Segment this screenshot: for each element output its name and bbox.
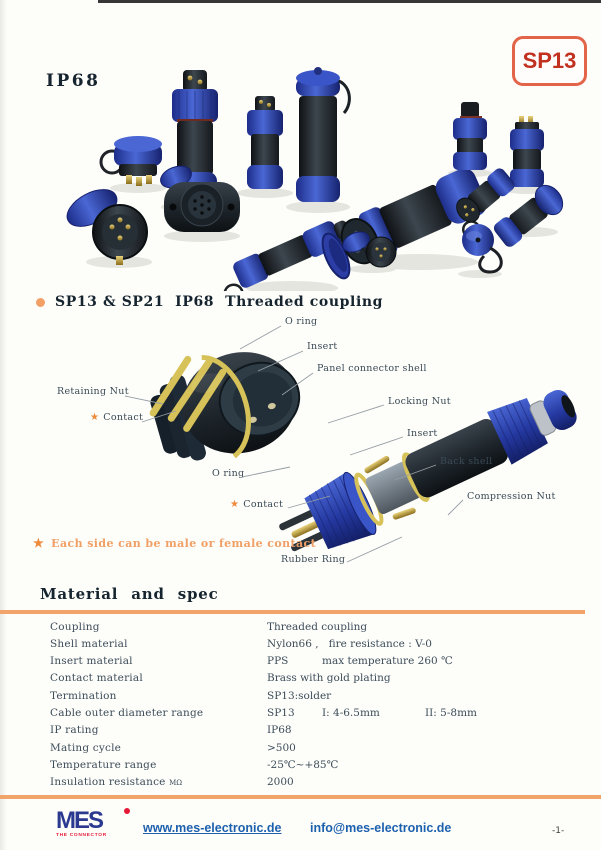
mes-logo-text: MES [56, 807, 103, 834]
divider-bottom [0, 795, 601, 799]
product-photo-illustration [0, 56, 601, 291]
spec-value: Threaded coupling [267, 620, 368, 633]
spec-value: SP13:solder [267, 689, 332, 702]
spec-value-3: II: 5-8mm [425, 706, 477, 719]
spec-label: Insulation resistance MΩ [50, 776, 183, 789]
label-plug-o-ring: O ring [212, 468, 245, 479]
spec-label: IP rating [50, 724, 99, 737]
spec-row-termination [0, 688, 601, 705]
connector-small-1 [453, 102, 487, 170]
spec-value: -25℃~+85℃ [267, 758, 339, 771]
logo-dot-icon [124, 808, 130, 814]
star-icon: ★ [33, 536, 45, 550]
divider-top [0, 610, 585, 614]
connector-cap-assembly [101, 136, 162, 186]
label-locking-nut: Locking Nut [388, 396, 451, 407]
spec-label: Temperature range [50, 758, 157, 771]
spec-value: Brass with gold plating [267, 672, 391, 685]
spec-row-temperature-range [0, 757, 601, 774]
spec-row-coupling [0, 619, 601, 636]
ip-rating-title: IP68 [46, 71, 101, 91]
section-title: SP13 & SP21 IP68 Threaded coupling [55, 294, 384, 310]
spec-row-shell-material [0, 636, 601, 653]
connector-capped-plug [296, 67, 349, 202]
spec-section [0, 585, 601, 799]
label-rubber-ring: Rubber Ring [281, 554, 346, 565]
bullet-icon [36, 298, 45, 307]
spec-label: Cable outer diameter range [50, 706, 204, 719]
spec-label: Contact material [50, 672, 143, 685]
mes-logo-tagline: THE CONNECTOR [56, 833, 107, 838]
page-footer [0, 805, 601, 850]
spec-value: IP68 [267, 724, 292, 737]
label-panel-contact: ★ Contact [90, 412, 144, 423]
star-icon: ★ [90, 412, 100, 423]
series-badge-label: SP13 [522, 48, 577, 73]
spec-title: Material and spec [40, 585, 219, 603]
spec-value: >500 [267, 741, 296, 754]
panel-connector-illustration [142, 332, 312, 474]
connector-small-2 [510, 116, 544, 187]
email-link[interactable]: info@mes-electronic.de [310, 821, 452, 835]
section-heading [36, 294, 383, 310]
spec-label: Insert material [50, 655, 133, 668]
spec-row-mating-cycle [0, 740, 601, 757]
spec-label: Termination [50, 689, 117, 702]
page-number: -1- [552, 826, 565, 836]
label-panel-insert: Insert [307, 341, 338, 352]
label-panel-o-ring: O ring [285, 316, 318, 327]
label-retaining-nut: Retaining Nut [57, 386, 129, 397]
website-link[interactable]: www.mes-electronic.de [143, 821, 282, 835]
connector-flange-socket [61, 182, 147, 265]
spec-value: PPS [267, 655, 289, 668]
star-icon: ★ [230, 499, 240, 510]
spec-value: 2000 [267, 776, 294, 789]
spec-row-ip-rating [0, 722, 601, 739]
spec-label-unit: MΩ [169, 779, 183, 788]
scan-artifact-line [98, 0, 601, 3]
label-back-shell: Back shell [440, 456, 493, 467]
spec-label: Mating cycle [50, 741, 122, 754]
mes-logo [56, 807, 126, 838]
product-photo [0, 56, 601, 291]
label-plug-contact: ★ Contact [230, 499, 284, 510]
spec-row-cable-diameter [0, 705, 601, 722]
spec-label: Coupling [50, 620, 100, 633]
label-compression-nut: Compression Nut [467, 491, 556, 502]
spec-label: Shell material [50, 637, 128, 650]
spec-row-insert-material [0, 653, 601, 670]
contact-note: ★ Each side can be male or female contact [33, 536, 317, 550]
label-plug-insert: Insert [407, 428, 438, 439]
spec-value: SP13 [267, 706, 295, 719]
spec-value-2: I: 4-6.5mm [322, 706, 380, 719]
spec-value-2: max temperature 260 ℃ [322, 655, 453, 668]
spec-row-contact-material [0, 670, 601, 687]
spec-value: Nylon66 , fire resistance : V-0 [267, 637, 432, 650]
connector-plug-medium [247, 96, 283, 189]
spec-row-insulation-resistance [0, 774, 601, 791]
spec-table [0, 619, 601, 792]
label-panel-shell: Panel connector shell [317, 363, 427, 374]
